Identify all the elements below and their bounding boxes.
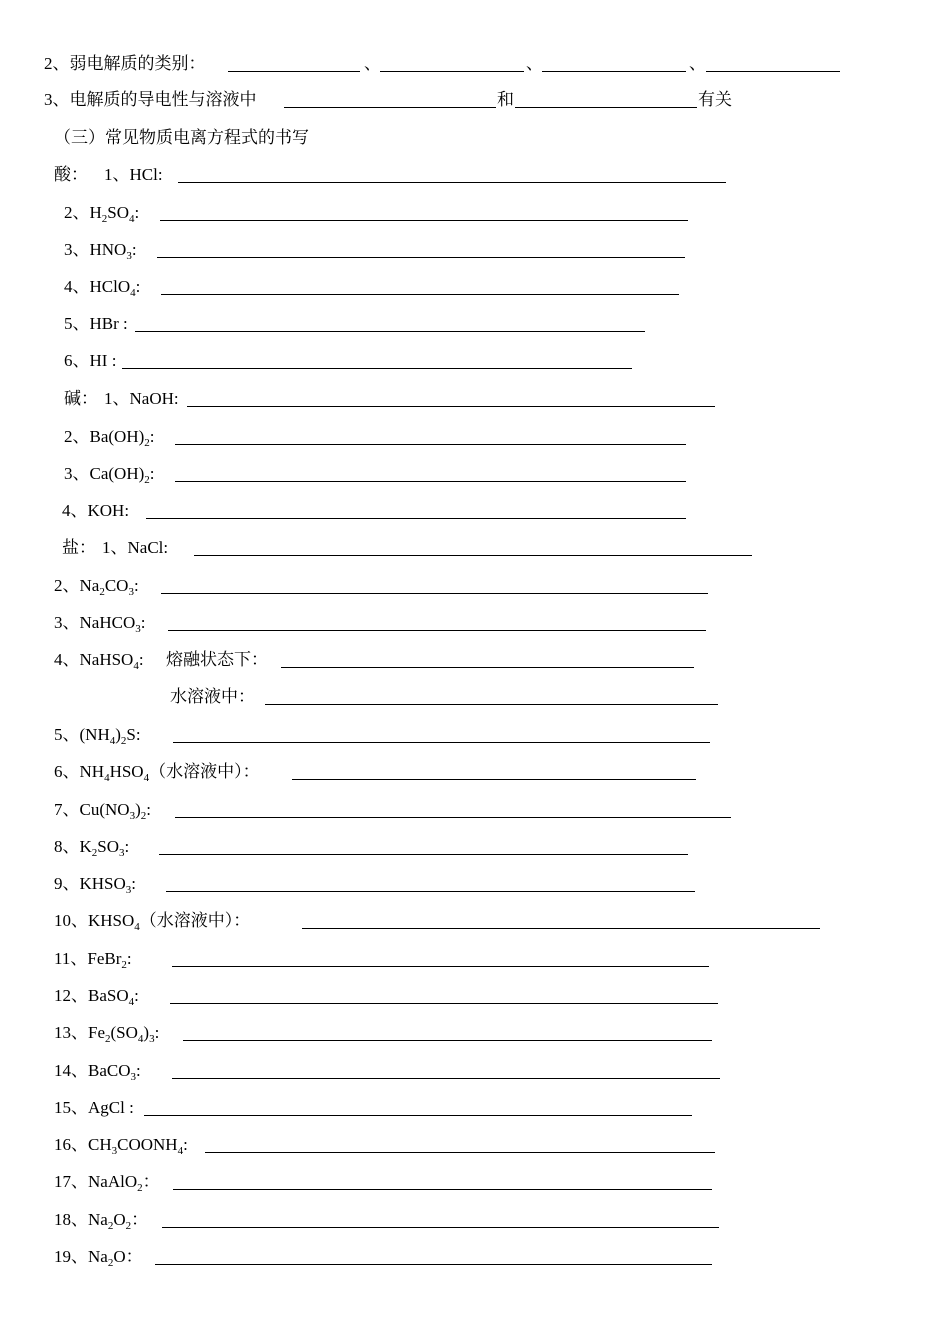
formula-subscript: 3 — [119, 847, 125, 859]
category-label-bases: 碱： — [64, 389, 98, 408]
formula-suffix: : — [149, 464, 155, 483]
category-label-salts: 盐： — [62, 538, 96, 557]
answer-blank[interactable] — [173, 1171, 712, 1190]
item-number: 7、 — [54, 800, 80, 819]
formula-label — [102, 537, 168, 559]
formula-label — [54, 1022, 159, 1044]
formula-suffix: : — [131, 240, 137, 259]
item-number: 18、 — [54, 1210, 88, 1229]
separator: 、 — [689, 54, 706, 73]
item-number: 6、 — [54, 762, 80, 781]
answer-blank[interactable] — [175, 426, 686, 445]
equation-row — [0, 426, 950, 450]
formula-label — [64, 239, 137, 261]
item-number: 13、 — [54, 1023, 88, 1042]
equation-row — [0, 836, 950, 860]
answer-blank[interactable] — [173, 724, 710, 743]
equation-row — [0, 1022, 950, 1046]
formula-subscript: 4 — [128, 996, 135, 1008]
chemical-formula: $Na_2CO_3$ — [79, 576, 134, 598]
item-number: 1、 — [102, 538, 128, 557]
condition-note: 熔融状态下： — [166, 650, 268, 669]
formula-label — [64, 463, 155, 485]
formula-suffix: : — [136, 1061, 141, 1080]
equation-row — [0, 724, 950, 748]
formula-subscript: 2 — [99, 586, 105, 598]
item-number: 5、 — [64, 314, 90, 333]
formula-subscript: 3 — [111, 1145, 118, 1157]
item-number: 11、 — [54, 949, 88, 968]
formula-subscript: 3 — [149, 1033, 155, 1045]
formula-suffix: : — [124, 837, 130, 856]
formula-subscript: 4 — [143, 772, 150, 784]
equation-row — [0, 1171, 950, 1195]
item-number: 5、 — [54, 725, 80, 744]
answer-blank[interactable] — [281, 649, 694, 668]
formula-label — [54, 799, 151, 821]
item-number: 3、 — [54, 613, 80, 632]
answer-blank[interactable] — [160, 202, 688, 221]
answer-blank[interactable] — [172, 948, 709, 967]
formula-subscript: 4 — [137, 1033, 144, 1045]
formula-suffix: ： — [125, 1247, 143, 1266]
formula-label — [64, 202, 139, 224]
item-number: 14、 — [54, 1061, 88, 1080]
equation-row — [0, 575, 950, 599]
formula-subscript: 2 — [105, 1033, 111, 1045]
formula-suffix: : — [154, 1023, 160, 1042]
formula-subscript: 2 — [125, 1220, 132, 1232]
answer-blank[interactable] — [161, 575, 708, 594]
formula-subscript: 3 — [128, 586, 134, 598]
equation-row — [0, 350, 950, 374]
formula-label — [54, 1060, 141, 1082]
item-number: 2、 — [54, 576, 80, 595]
chemical-formula: HCl — [129, 165, 158, 184]
chemical-formula: FeBr$_2$ — [87, 949, 127, 971]
chemical-formula: AgCl — [88, 1098, 125, 1117]
equation-row — [0, 239, 950, 263]
item-number: 4、 — [62, 501, 88, 520]
item-number: 9、 — [54, 874, 80, 893]
equation-row — [0, 985, 950, 1009]
formula-label — [64, 313, 128, 335]
chemical-formula: NaHCO$_3$ — [79, 613, 141, 635]
chemical-formula: $HNO_3$ — [89, 240, 132, 262]
equation-row — [0, 910, 950, 934]
formula-suffix: ： — [142, 1172, 160, 1191]
answer-blank[interactable] — [380, 53, 524, 72]
item-number: 19、 — [54, 1247, 88, 1266]
formula-suffix: : — [135, 277, 141, 296]
chemical-formula: $K_2SO_3$ — [79, 837, 125, 859]
item-number: 6、 — [64, 351, 90, 370]
answer-blank[interactable] — [144, 1097, 692, 1116]
formula-subscript: 2 — [137, 1182, 143, 1194]
formula-label — [54, 836, 129, 858]
formula-label — [54, 1209, 148, 1231]
formula-subscript: 3 — [135, 623, 141, 635]
formula-label — [54, 649, 144, 671]
item-number: 8、 — [54, 837, 80, 856]
category-label-acids: 酸： — [54, 165, 88, 184]
item-number: 4、 — [64, 277, 90, 296]
formula-suffix: : — [138, 650, 144, 669]
formula-suffix: : — [124, 1098, 134, 1117]
chemical-formula: $KHSO_3$ — [79, 874, 132, 896]
formula-suffix: : — [173, 389, 179, 408]
formula-suffix: : — [140, 613, 146, 632]
item-number: 2、 — [64, 427, 90, 446]
answer-blank[interactable] — [194, 537, 752, 556]
formula-label — [54, 948, 132, 970]
separator: 、 — [364, 54, 381, 73]
formula-suffix: : — [134, 986, 139, 1005]
answer-blank[interactable] — [166, 873, 695, 892]
answer-blank[interactable] — [542, 53, 686, 72]
weak-electrolyte-line — [44, 53, 864, 77]
formula-label — [54, 1097, 134, 1119]
formula-subscript: 3 — [129, 810, 136, 822]
item-number: 15、 — [54, 1098, 88, 1117]
answer-blank[interactable] — [175, 463, 686, 482]
chemical-formula: BaSO$_4$ — [88, 986, 135, 1008]
chemical-formula: NaCl — [127, 538, 164, 557]
equation-row — [0, 873, 950, 897]
conjunction-text: 和 — [497, 90, 514, 109]
formula-subscript: 4 — [109, 735, 116, 747]
formula-suffix: : — [107, 351, 117, 370]
formula-label — [64, 350, 116, 372]
answer-blank[interactable] — [187, 388, 715, 407]
answer-blank[interactable] — [178, 164, 726, 183]
section-title: （三）常见物质电离方程式的书写 — [54, 128, 309, 147]
formula-subscript: 2 — [91, 847, 98, 859]
formula-subscript: 3 — [126, 250, 132, 262]
formula-subscript: 3 — [130, 1071, 136, 1083]
answer-blank[interactable] — [161, 276, 679, 295]
equation-row — [0, 1134, 950, 1158]
formula-label — [54, 1134, 188, 1156]
formula-subscript: 2 — [120, 735, 127, 747]
item-number: 3、 — [64, 240, 90, 259]
formula-subscript: 4 — [130, 287, 136, 299]
condition-note: 水溶液中： — [170, 687, 255, 706]
equation-row — [0, 649, 950, 673]
equation-row — [0, 799, 950, 823]
equation-row — [0, 537, 950, 561]
answer-blank[interactable] — [135, 313, 645, 332]
formula-suffix: : — [135, 725, 141, 744]
answer-blank[interactable] — [122, 350, 632, 369]
chemical-formula: $(NH_4)_2S$ — [79, 725, 136, 747]
chemical-formula: $Fe_2(SO_4)_3$ — [88, 1023, 155, 1045]
formula-label — [54, 724, 141, 746]
item-number: 17、 — [54, 1172, 88, 1191]
item-number: 1、 — [104, 389, 130, 408]
equation-row — [0, 276, 950, 300]
chemical-formula: NaAlO$_2$ — [88, 1172, 143, 1194]
separator: 、 — [526, 54, 543, 73]
formula-suffix: : — [157, 165, 163, 184]
answer-blank[interactable] — [170, 985, 718, 1004]
formula-label — [54, 910, 250, 932]
formula-subscript: 2 — [140, 810, 147, 822]
chemical-formula: HI — [89, 351, 108, 370]
answer-blank[interactable] — [302, 910, 820, 929]
formula-subscript: 4 — [104, 772, 110, 784]
answer-blank[interactable] — [228, 53, 360, 72]
chemical-formula: $Cu(NO_3)_2$ — [79, 800, 147, 822]
formula-label — [54, 575, 139, 597]
equation-row — [0, 388, 950, 412]
equation-row — [0, 761, 950, 785]
chemical-formula: KOH — [87, 501, 125, 520]
formula-suffix: : — [146, 800, 151, 819]
answer-blank[interactable] — [168, 612, 706, 631]
formula-label — [104, 164, 163, 186]
formula-suffix: : — [163, 538, 169, 557]
formula-subscript: 2 — [107, 1220, 114, 1232]
equation-row — [0, 313, 950, 337]
equation-row — [0, 686, 950, 710]
answer-blank[interactable] — [265, 686, 718, 705]
answer-blank[interactable] — [183, 1022, 712, 1041]
chemical-formula: $H_2SO_4$ — [89, 203, 135, 225]
formula-suffix: （水溶液中）： — [149, 762, 260, 781]
formula-subscript: 2 — [107, 1257, 114, 1269]
item-number: 2、 — [64, 203, 90, 222]
chemical-formula: $Ca(OH)_2$ — [89, 464, 150, 486]
formula-suffix: : — [126, 949, 132, 968]
conductivity-label: 3、电解质的导电性与溶液中 — [44, 90, 257, 109]
equation-row — [0, 1060, 950, 1084]
equation-row — [0, 1209, 950, 1233]
chemical-formula: BaCO$_3$ — [88, 1061, 136, 1083]
formula-subscript: 4 — [177, 1145, 184, 1157]
conductivity-tail: 有关 — [698, 90, 732, 109]
answer-blank[interactable] — [157, 239, 685, 258]
item-number: 4、 — [54, 650, 80, 669]
answer-blank[interactable] — [292, 761, 696, 780]
chemical-formula: NaHSO$_4$ — [79, 650, 139, 672]
answer-blank[interactable] — [162, 1209, 719, 1228]
equation-row — [0, 612, 950, 636]
answer-blank[interactable] — [706, 53, 840, 72]
chemical-formula: HClO$_4$ — [89, 277, 136, 299]
equation-row — [0, 202, 950, 226]
answer-blank[interactable] — [175, 799, 731, 818]
chemical-formula: $Na_2O_2$ — [88, 1210, 132, 1232]
formula-subscript: 4 — [134, 921, 140, 933]
chemical-formula: $Na_2O$ — [88, 1247, 126, 1269]
formula-suffix: : — [131, 874, 137, 893]
item-number: 1、 — [104, 165, 130, 184]
answer-blank[interactable] — [515, 89, 697, 108]
answer-blank[interactable] — [159, 836, 688, 855]
formula-label — [54, 1246, 143, 1268]
answer-blank[interactable] — [284, 89, 496, 108]
formula-suffix: : — [149, 427, 155, 446]
chemical-formula: $CH_3COONH_4$ — [88, 1135, 184, 1157]
formula-suffix: ： — [131, 1210, 149, 1229]
answer-blank[interactable] — [155, 1246, 712, 1265]
chemical-formula: $KHSO_4$ — [88, 911, 140, 933]
formula-label — [54, 612, 145, 634]
formula-suffix: : — [183, 1135, 188, 1154]
equation-row — [0, 1097, 950, 1121]
answer-blank[interactable] — [146, 500, 686, 519]
item-number: 16、 — [54, 1135, 88, 1154]
formula-subscript: 2 — [144, 437, 150, 449]
formula-label — [64, 276, 140, 298]
answer-blank[interactable] — [172, 1060, 720, 1079]
formula-suffix: （水溶液中）： — [139, 911, 251, 930]
formula-suffix: : — [118, 314, 128, 333]
formula-label — [54, 1171, 160, 1193]
formula-suffix: : — [133, 576, 139, 595]
formula-label — [54, 873, 136, 895]
formula-subscript: 2 — [144, 474, 150, 486]
formula-label — [64, 426, 155, 448]
weak-electrolyte-label: 2、弱电解质的类别： — [44, 54, 206, 73]
item-number: 10、 — [54, 911, 88, 930]
formula-label — [54, 985, 139, 1007]
formula-subscript: 4 — [129, 213, 135, 225]
equation-row — [0, 164, 950, 188]
formula-subscript: 4 — [133, 660, 139, 672]
formula-subscript: 2 — [101, 213, 108, 225]
equation-row — [0, 1246, 950, 1270]
conductivity-line — [44, 89, 864, 113]
formula-suffix: : — [124, 501, 130, 520]
formula-label — [62, 500, 129, 522]
chemical-formula: NaOH — [129, 389, 174, 408]
answer-blank[interactable] — [205, 1134, 715, 1153]
formula-label — [104, 388, 179, 410]
formula-subscript: 2 — [121, 959, 127, 971]
formula-label — [54, 761, 260, 783]
formula-suffix: : — [134, 203, 140, 222]
equation-row — [0, 948, 950, 972]
chemical-formula: $NH_4HSO_4$ — [79, 762, 150, 784]
item-number: 3、 — [64, 464, 90, 483]
equation-row — [0, 463, 950, 487]
chemical-formula: $Ba(OH)_2$ — [89, 427, 150, 449]
item-number: 12、 — [54, 986, 88, 1005]
equation-row — [0, 500, 950, 524]
chemical-formula: HBr — [89, 314, 119, 333]
formula-subscript: 3 — [125, 884, 132, 896]
